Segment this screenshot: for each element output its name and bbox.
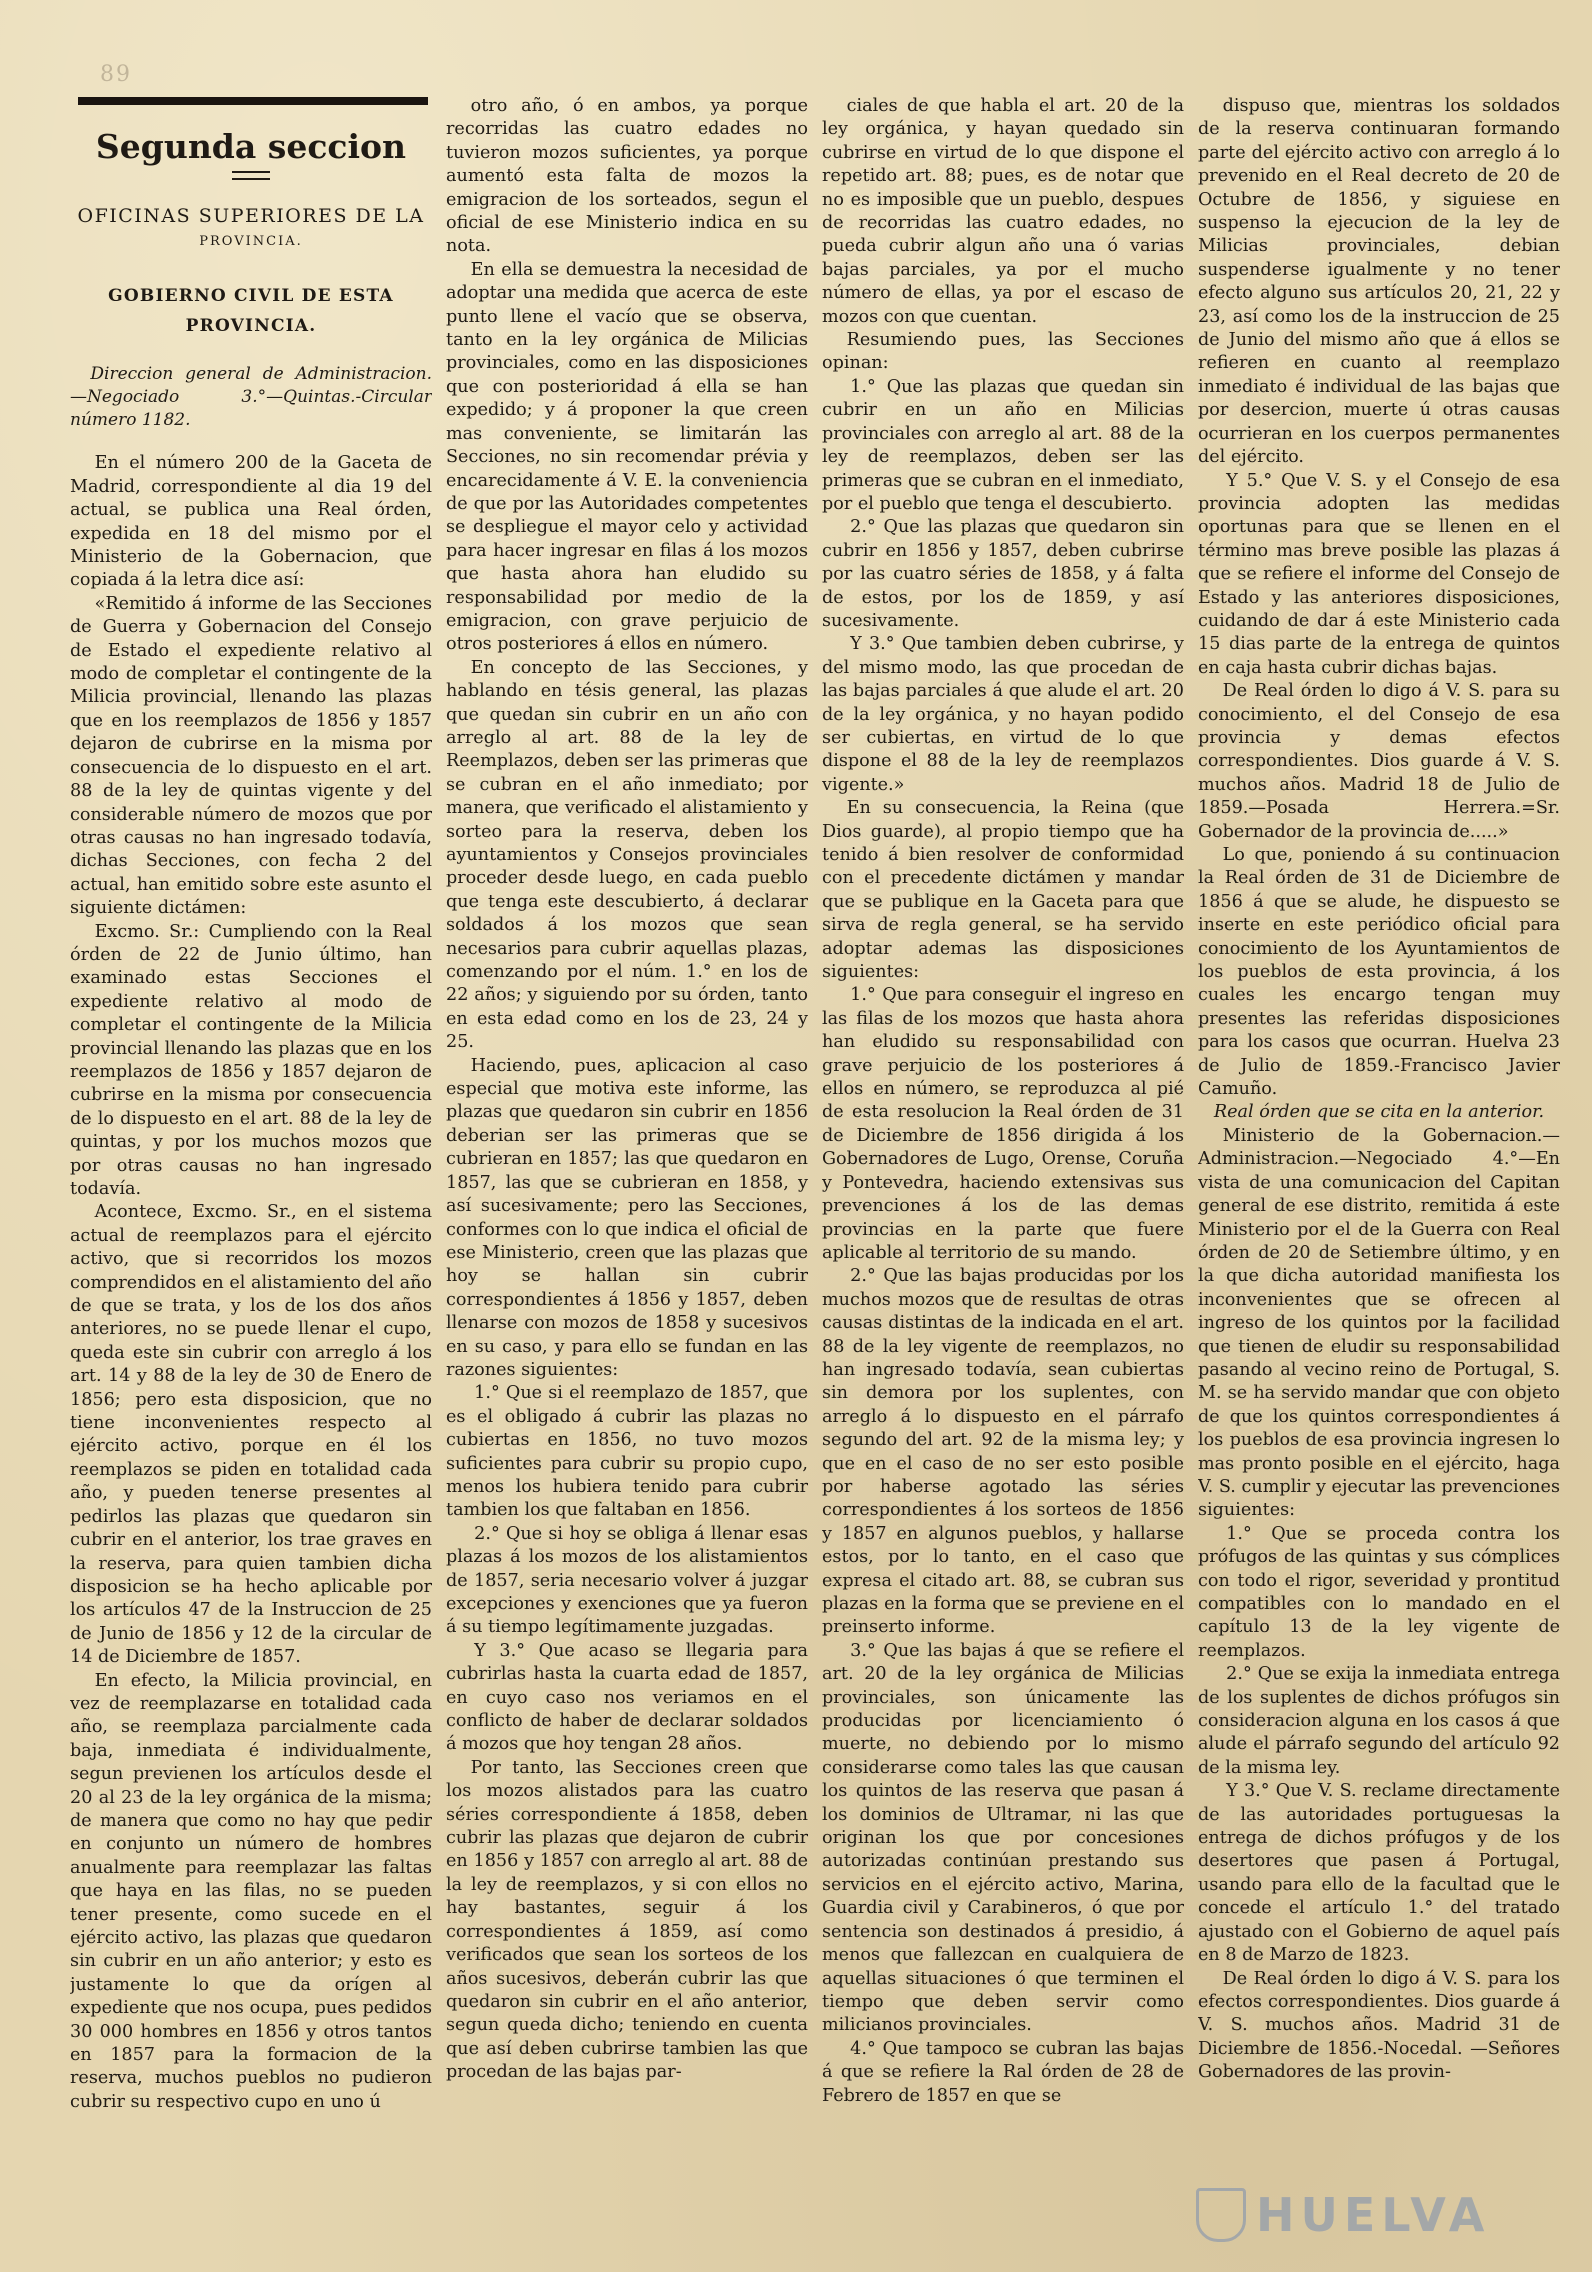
column-4	[1198, 95, 1560, 2235]
column-1-body	[70, 452, 432, 2114]
paragraph: 2.° Que las plazas que quedaron sin cubrir en 1856 y 1857, deben cubrirse por las cuatro séries de 1858, y á falta de estos, por los de 1859, y así sucesivamente.	[822, 517, 1184, 631]
paragraph: 4.° Que tampoco se cubran las bajas á que se refiere la Ral órden de 28 de Febrero de 1857 en que se	[822, 2038, 1184, 2106]
paragraph: Y 3.° Que V. S. reclame directamente de las autoridades portuguesas la entrega de dichos prófugos y de los desertores que pasen á Portugal, usando para ello de la facultad que le concede el artículo 1.° del tratado ajustado con el Gobierno de aquel país en 8 de Marzo de 1823.	[1198, 1781, 1560, 1966]
top-rule	[78, 97, 428, 105]
column-2-body	[446, 95, 808, 2085]
paragraph: 2.° Que las bajas producidas por los muchos mozos que de resultas de otras causas distintas de la indicada en el art. 88 de la ley vigente de reemplazos, no han ingresado todavía, sean cubiertas sin demora por los suplentes, con arreglo á lo dispuesto en el párrafo segundo del art. 92 de la misma ley; y que en el caso de no ser esto posible por haberse agotado las séries correspondientes á los sorteos de 1856 y 1857 en algunos pueblos, y hallarse estos, por lo tanto, en el caso que expresa el citado art. 88, se cubran sus plazas en la forma que se previene en el preinserto informe.	[822, 1266, 1184, 1638]
paragraph: 2.° Que si hoy se obliga á llenar esas plazas á los mozos de los alistamientos de 1857, seria necesario volver á juzgar excepciones y exenciones que ya fueron á su tiempo legítimamente juzgadas.	[446, 1523, 808, 1638]
paragraph: De Real órden lo digo á V. S. para su conocimiento, el del Consejo de esa provincia y demas efectos correspondientes. Dios guarde á V. S. muchos años. Madrid 18 de Julio de 1859.—Posada Herrera.=Sr. Gobernador de la provincia de.....»	[1198, 681, 1560, 842]
cited-heading: Real órden que se cita en la anterior.	[1213, 1102, 1545, 1123]
government-heading: GOBIERNO CIVIL DE ESTA PROVINCIA.	[108, 286, 394, 337]
paragraph: 1.° Que se proceda contra los prófugos de las quintas y sus cómplices con todo el rigor, severidad y prontitud compatibles con lo mandado en el capítulo 13 de la ley vigente de reemplazos.	[1198, 1523, 1560, 1661]
paragraph: Y 5.° Que V. S. y el Consejo de esa provincia adopten las medidas oportunas para que se llenen en el término mas breve posible las plazas á que se refiere el informe del Consejo de Estado y las anteriores disposiciones, cuidando de dar á este Ministerio cada 15 dias parte de la entrega de quintos en caja hasta cubrir dichas bajas.	[1198, 470, 1560, 678]
column-4-body-after	[1198, 1125, 1560, 2085]
paragraph: Por tanto, las Secciones creen que los mozos alistados para las cuatro séries correspondiente á 1858, deben cubrir las plazas que dejaron de cubrir en 1856 y 1857 con arreglo al art. 88 de la ley de reemplazos, y si con ellos no hay bastantes, seguir á los correspondientes á 1859, así como verificados que sean los sorteos de los años sucesivos, deberán cubrir las que quedaron sin cubrir en el año anterior, segun queda dicho; teniendo en cuenta que así deben cubrirse tambien las que procedan de las bajas par-	[446, 1757, 808, 2083]
stamp-text: HUELVA	[1256, 2188, 1491, 2242]
paragraph: Haciendo, pues, aplicacion al caso especial que motiva este informe, las plazas que quedaron sin cubrir en 1856 deberian ser las primeras que se cubrieran en 1857; las que quedaron en 1857, las que se cubrieran en 1858, y así sucesivamente; pero las Secciones, conformes con lo que indica el oficial de ese Ministerio, creen que las plazas que hoy se hallan sin cubrir correspondientes á 1856 y 1857, deben llenarse con mozos de 1858 y sucesivos en su caso, y para ello se fundan en las razones siguientes:	[446, 1055, 808, 1380]
paragraph: En el número 200 de la Gaceta de Madrid, correspondiente al dia 19 del actual, se publica una Real órden, expedida en 18 del mismo por el Ministerio de la Gobernacion, que copiada á la letra dice así:	[70, 453, 432, 591]
shield-icon	[1196, 2188, 1246, 2242]
columns-container	[70, 95, 1560, 2235]
title-divider	[232, 171, 270, 180]
paragraph: En efecto, la Milicia provincial, en vez de reemplazarse en totalidad cada año, se reemplaza parcialmente cada baja, inmediata é individualmente, segun previenen los artículos desde el 20 al 23 de la ley orgánica de la misma; de manera que como no hay que pedir en conjunto un número de hombres anualmente para reemplazar las faltas que haya en las filas, no se pueden tener presente, como sucede en el ejército activo, las plazas que quedaron sin cubrir en un año anterior; y esto es justamente lo que da orígen al expediente que nos ocupa, pues pedidos 30 000 hombres en 1856 y otros tantos en 1857 para la formacion de la reserva, muchos pueblos no pudieron cubrir su respectivo cupo en uno ú	[70, 1670, 432, 2112]
paragraph: Resumiendo pues, las Secciones opinan:	[822, 330, 1184, 374]
paragraph: En ella se demuestra la necesidad de adoptar una medida que acerca de este punto llene el vacío que se observa, tanto en la ley orgánica de Milicias provinciales, como en las disposiciones que con posterioridad á ella se han expedido; y á proponer la que creen mas conveniente, se limitarán las Secciones, no sin recomendar prévia y encarecidamente á V. E. la conveniencia de que por las Autoridades competentes se despliegue el mayor celo y actividad para hacer ingresar en filas á los mozos que hasta ahora han eludido su responsabilidad por medio de la emigracion, con grave perjuicio de otros posteriores á ellos en número.	[446, 259, 808, 655]
page-folio: 89	[100, 62, 132, 87]
paragraph: 1.° Que las plazas que quedan sin cubrir en un año en Milicias provinciales con arreglo al art. 88 de la ley de reemplazos, deben ser las primeras que se cubran en el inmediato, por el pueblo que tenga el descubierto.	[822, 376, 1184, 514]
direction-line: Direccion general de Administracion. —Negociado 3.°—Quintas.-Circular número 1182.	[70, 364, 432, 431]
paragraph: 3.° Que las bajas á que se refiere el art. 20 de la ley orgánica de Milicias provinciales, son únicamente las producidas por licenciamiento ó muerte, no debiendo por lo mismo considerarse como tales las que causan los quintos de las reserva que pasan á los dominios de Ultramar, ni las que originan los que por concesiones autorizadas continúan prestando sus servicios en el ejército activo, Marina, Guardia civil y Carabineros, ó que por sentencia son destinados á presidio, á menos que fallezcan en cualquiera de aquellas situaciones ó que terminen el tiempo que deben servir como milicianos provinciales.	[822, 1640, 1184, 2036]
paragraph: ciales de que habla el art. 20 de la ley orgánica, y hayan quedado sin cubrirse en virtud de lo que dispone el repetido art. 88; pues, es de notar que no es imposible que un pueblo, despues de recorridas las cuatro edades, no pueda cubrir algun año una ó varias bajas parciales, ya por el mucho número de ellas, ya por el escaso de mozos con que cuentan.	[822, 96, 1184, 327]
column-1	[70, 95, 432, 2235]
paragraph: Excmo. Sr.: Cumpliendo con la Real órden de 22 de Junio último, han examinado estas Secciones el expediente relativo al modo de completar el contingente de la Milicia provincial llenando las plazas que en los reemplazos de 1856 y 1857 dejaron de cubrirse en la misma por consecuencia de lo dispuesto en el art. 88 de la ley de quintas, y por los muchos mozos que por otras causas no han ingresado todavía.	[70, 921, 432, 1199]
paragraph: dispuso que, mientras los soldados de la reserva continuaran formando parte del ejército activo con arreglo á lo prevenido en el Real decreto de 20 de Octubre de 1856, y siguiese en suspenso la ejecucion de la ley de Milicias provinciales, debian suspenderse igualmente y no tener efecto alguno sus artículos 20, 21, 22 y 23, así como los de la instruccion de 25 de Junio del mismo año que á ellos se refieren en cuanto al reemplazo inmediato é individual de las bajas que por desercion, muerte ú otras causas ocurrieran en los cuerpos permanentes del ejército.	[1198, 96, 1560, 468]
column-4-body	[1198, 95, 1560, 1101]
paragraph: «Remitido á informe de las Secciones de Guerra y Gobernacion del Consejo de Estado el expediente relativo al modo de completar el contingente de la Milicia provincial, llenando las plazas que en los reemplazos de 1856 y 1857 dejaron de cubrirse en la misma por consecuencia de lo dispuesto en el art. 88 de la ley de quintas vigente y del considerable número de mozos que por otras causas no han ingresado todavía, dichas Secciones, con fecha 2 del actual, han emitido sobre este asunto el siguiente dictámen:	[70, 593, 432, 919]
paragraph: De Real órden lo digo á V. S. para los efectos correspondientes. Dios guarde á V. S. muchos años. Madrid 31 de Diciembre de 1856.-Nocedal. —Señores Gobernadores de las provin-	[1198, 1968, 1560, 2083]
paragraph: otro año, ó en ambos, ya porque recorridas las cuatro edades no tuvieron mozos suficientes, ya porque aumentó esta falta de mozos la emigracion de los sorteados, segun el oficial de ese Ministerio indica en su nota.	[446, 96, 808, 257]
paragraph: 1.° Que para conseguir el ingreso en las filas de los mozos que hasta ahora han eludido su responsabilidad con grave perjuicio de los posteriores á ellos en número, se reproduzca al pié de esta resolucion la Real órden de 31 de Diciembre de 1856 dirigida á los Gobernadores de Lugo, Orense, Coruña y Pontevedra, haciendo extensivas sus prevenciones á los de las demas provincias en la parte que fuere aplicable al territorio de su mando.	[822, 985, 1184, 1263]
paragraph: En concepto de las Secciones, y hablando en tésis general, las plazas que quedan sin cubrir en un año con arreglo al art. 88 de la ley de Reemplazos, deben ser las primeras que se cubran en el año inmediato; por manera, que verificado el alistamiento y sorteo para la reserva, deben los ayuntamientos y Consejos provinciales proceder desde luego, en cada pueblo que tenga este descubierto, á declarar soldados á los mozos que sean necesarios para cubrir aquellas plazas, comenzando por el núm. 1.° en los de 22 años; y siguiendo por su órden, tanto en esta edad como en los de 23, 24 y 25.	[446, 657, 808, 1053]
paragraph: Ministerio de la Gobernacion.—Administracion.—Negociado 4.°—En vista de una comunicacion del Capitan general de ese distrito, remitida á este Ministerio por el de la Guerra con Real órden de 20 de Setiembre último, y en la que dicha autoridad manifiesta los inconvenientes que se ofrecen al ingreso de los quintos por la facilidad que tienen de eludir su responsabilidad pasando al vecino reino de Portugal, S. M. se ha servido mandar que con objeto de que los quintos correspondientes á los pueblos de esa provincia ingresen lo mas pronto posible en el ejército, haga V. S. cumplir y ejecutar las prevenciones siguientes:	[1198, 1125, 1560, 1521]
office-heading: OFICINAS SUPERIORES DE LA	[77, 205, 425, 227]
column-3-body	[822, 95, 1184, 2108]
archive-stamp	[1196, 2188, 1490, 2242]
paragraph: Y 3.° Que tambien deben cubrirse, y del mismo modo, las que procedan de las bajas parciales á que alude el art. 20 de la ley orgánica, y no hayan podido ser cubiertas, en virtud de lo que dispone el 88 de la ley de reemplazos vigente.»	[822, 634, 1184, 795]
paragraph: En su consecuencia, la Reina (que Dios guarde), al propio tiempo que ha tenido á bien resolver de conformidad con el precedente dictámen y mandar que se publique en la Gaceta para que sirva de regla general, se ha servido adoptar ademas las disposiciones siguientes:	[822, 798, 1184, 983]
office-subheading: PROVINCIA.	[199, 234, 303, 249]
paragraph: Acontece, Excmo. Sr., en el sistema actual de reemplazos para el ejército activo, que si recorridos los mozos comprendidos en el alistamiento del año de que se trata, y los de los dos años anteriores, no se puede llenar el cupo, queda este sin cubrir con arreglo á los art. 14 y 88 de la ley de 30 de Enero de 1856; pero esta disposicion, que no tiene inconvenientes respecto al ejército activo, porque en él los reemplazos se piden en totalidad cada año, y pueden tenerse presentes al pedirlos las plazas que quedaron sin cubrir en el anterior, los trae graves en la reserva, para quien tambien dicha disposicion se ha hecho aplicable por los artículos 47 de la Instruccion de 25 de Junio de 1856 y 12 de la circular de 14 de Diciembre de 1857.	[70, 1202, 432, 1668]
paragraph: Y 3.° Que acaso se llegaria para cubrirlas hasta la cuarta edad de 1857, en cuyo caso nos veriamos en el conflicto de haber de declarar soldados á mozos que hoy tengan 28 años.	[446, 1640, 808, 1755]
paragraph: 1.° Que si el reemplazo de 1857, que es el obligado á cubrir las plazas no cubiertas en 1856, no tuvo mozos suficientes para cubrir su propio cupo, menos los hubiera tenido para cubrir tambien los que faltaban en 1856.	[446, 1383, 808, 1521]
column-3	[822, 95, 1184, 2235]
paragraph: 2.° Que se exija la inmediata entrega de los suplentes de dichos prófugos sin consideracion alguna en los casos á que alude el párrafo segundo del artículo 92 de la misma ley.	[1198, 1664, 1560, 1778]
column-2	[446, 95, 808, 2235]
paragraph: Lo que, poniendo á su continuacion la Real órden de 31 de Diciembre de 1856 á que se alude, he dispuesto se inserte en este periódico oficial para conocimiento de los Ayuntamientos de los pueblos de esta provincia, á los cuales les encargo tengan muy presentes las referidas disposiciones para los casos que ocurran. Huelva 23 de Julio de 1859.-Francisco Javier Camuño.	[1198, 845, 1560, 1100]
section-title: Segunda seccion	[95, 127, 407, 166]
